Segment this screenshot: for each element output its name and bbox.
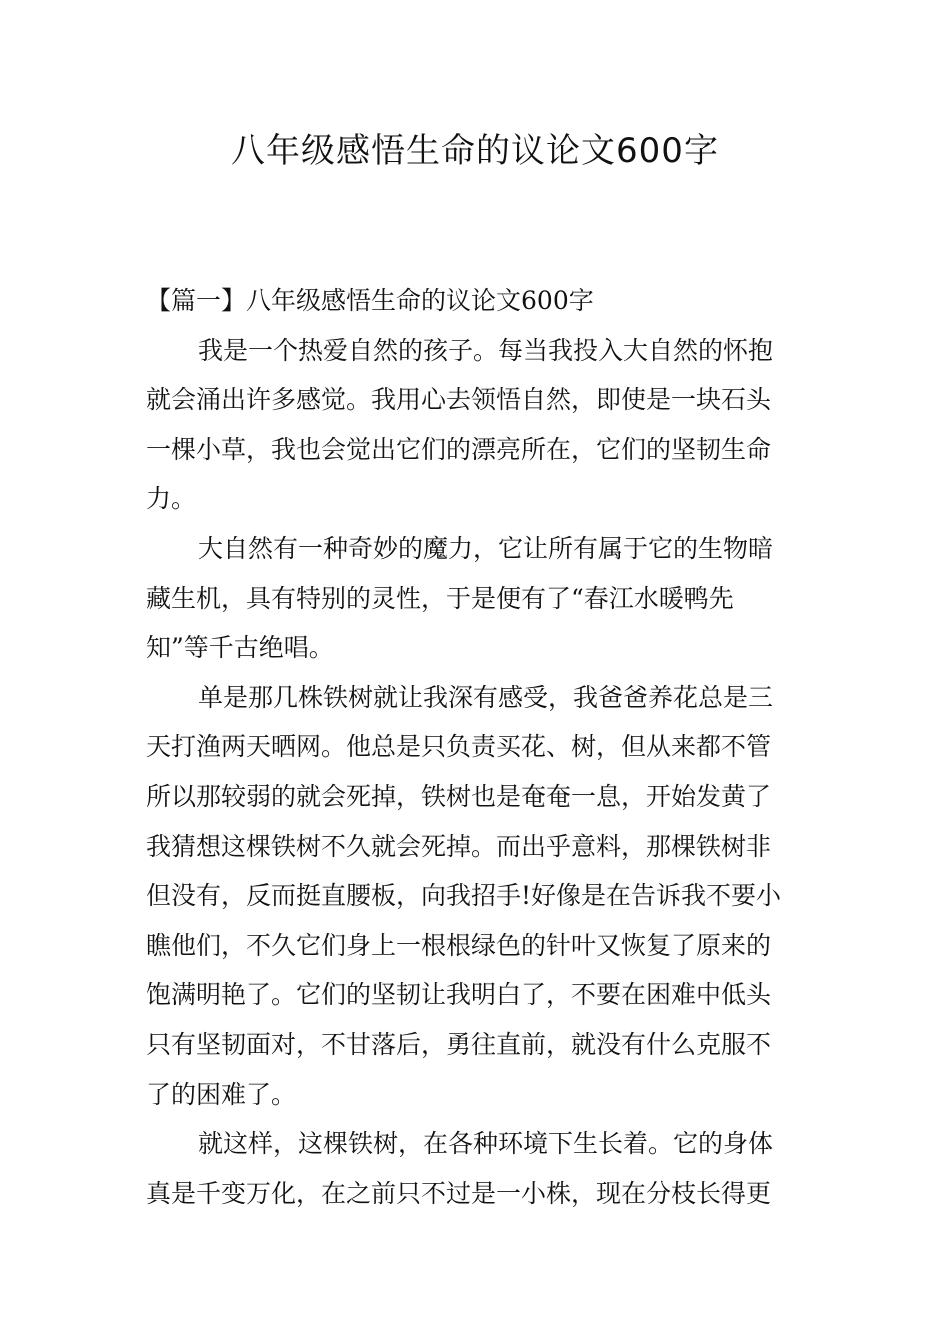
paragraph-line: 我猜想这棵铁树不久就会死掉。而出乎意料，那棵铁树非 <box>146 831 772 861</box>
paragraph-line: 瞧他们，不久它们身上一根根绿色的针叶又恢复了原来的 <box>146 930 772 960</box>
paragraph-line: 只有坚韧面对，不甘落后，勇往直前，就没有什么克服不 <box>146 1029 772 1059</box>
paragraph-line: 我是一个热爱自然的孩子。每当我投入大自然的怀抱 <box>198 335 774 365</box>
paragraph-line: 了的困难了。 <box>146 1079 297 1109</box>
paragraph-line: 真是千变万化，在之前只不过是一小株，现在分枝长得更 <box>146 1178 772 1208</box>
paragraph-line: 单是那几株铁树就让我深有感受，我爸爸养花总是三 <box>198 682 774 712</box>
paragraph-line: 力。 <box>146 484 197 514</box>
paragraph-3 <box>146 673 808 1119</box>
paragraph-line: 就这样，这棵铁树，在各种环境下生长着。它的身体 <box>198 1129 774 1159</box>
document-body <box>146 276 808 1218</box>
paragraph-line: 但没有，反而挺直腰板，向我招手!好像是在告诉我不要小 <box>146 881 782 911</box>
paragraph-line: 所以那较弱的就会死掉，铁树也是奄奄一息，开始发黄了 <box>146 781 772 811</box>
paragraph-4 <box>146 1119 808 1218</box>
paragraph-line: 藏生机，具有特别的灵性，于是便有了“春江水暖鸭先 <box>146 583 734 613</box>
paragraph-line: 饱满明艳了。它们的坚韧让我明白了，不要在困难中低头 <box>146 980 772 1010</box>
paragraph-line: 一棵小草，我也会觉出它们的漂亮所在，它们的坚韧生命 <box>146 434 772 464</box>
paragraph-line: 大自然有一种奇妙的魔力，它让所有属于它的生物暗 <box>198 533 774 563</box>
paragraph-1 <box>146 326 808 524</box>
paragraph-line: 天打渔两天晒网。他总是只负责买花、树，但从来都不管 <box>146 732 772 762</box>
paragraph-line: 就会涌出许多感觉。我用心去领悟自然，即使是一块石头 <box>146 385 772 415</box>
paragraph-2 <box>146 524 808 673</box>
section-heading: 【篇一】八年级感悟生命的议论文600字 <box>146 286 594 315</box>
paragraph-line: 知”等千古绝唱。 <box>146 633 334 663</box>
document-title: 八年级感悟生命的议论文600字 <box>231 131 719 171</box>
